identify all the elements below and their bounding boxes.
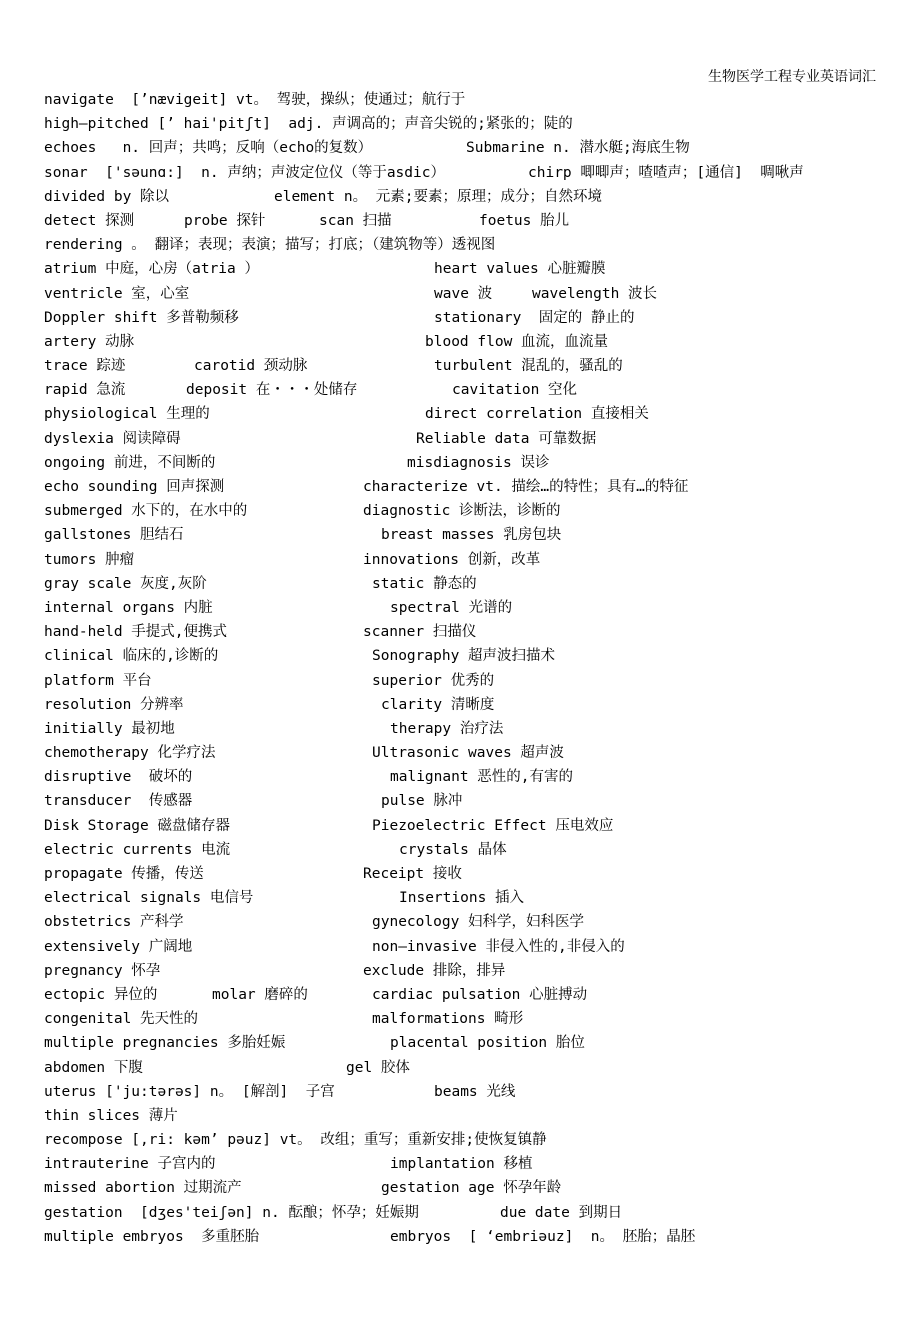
vocab-line bbox=[44, 596, 884, 620]
vocab-entry: exclude 排除，排异 bbox=[363, 962, 506, 979]
vocab-entry: uterus ['ju:tərəs] n。 [解剖] 子宫 bbox=[44, 1083, 335, 1100]
vocab-entry: navigate [’nævigeit] vt。 驾驶，操纵；使通过；航行于 bbox=[44, 92, 466, 108]
vocab-entry: breast masses 乳房包块 bbox=[381, 527, 562, 544]
vocab-entry: wave 波 bbox=[434, 285, 493, 302]
vocab-entry: clarity 清晰度 bbox=[381, 696, 495, 713]
vocab-entry: dyslexia 阅读障碍 bbox=[44, 430, 181, 447]
vocab-entry: direct correlation 直接相关 bbox=[425, 406, 649, 423]
vocab-entry: pulse 脉冲 bbox=[381, 793, 463, 810]
vocab-entry: chemotherapy 化学疗法 bbox=[44, 745, 216, 762]
vocab-line bbox=[44, 475, 884, 499]
vocab-entry: heart values 心脏瓣膜 bbox=[434, 261, 606, 278]
vocab-entry: resolution 分辨率 bbox=[44, 696, 184, 713]
vocab-line bbox=[44, 838, 884, 862]
vocab-line bbox=[44, 499, 884, 523]
vocab-entry: electric currents 电流 bbox=[44, 841, 231, 858]
vocab-line bbox=[44, 136, 884, 160]
vocab-entry: probe 探针 bbox=[184, 212, 266, 229]
vocab-entry: blood flow 血流，血流量 bbox=[425, 333, 609, 350]
vocab-line bbox=[44, 572, 884, 596]
vocab-line bbox=[44, 1152, 884, 1176]
vocab-line bbox=[44, 1201, 884, 1225]
vocab-line bbox=[44, 693, 884, 717]
vocab-entry: crystals 晶体 bbox=[399, 841, 507, 858]
vocab-line bbox=[44, 306, 884, 330]
vocab-entry: multiple pregnancies 多胎妊娠 bbox=[44, 1035, 286, 1052]
vocab-entry: embryos [ ‘embriəuz] n。 胚胎；晶胚 bbox=[390, 1228, 696, 1245]
vocab-entry: static 静态的 bbox=[372, 575, 477, 592]
vocab-line bbox=[44, 741, 884, 765]
vocab-entry: ongoing 前进，不间断的 bbox=[44, 454, 216, 471]
vocab-entry: trace 踪迹 bbox=[44, 358, 126, 375]
page-header-title: 生物医学工程专业英语词汇 bbox=[708, 69, 876, 85]
vocab-entry: cardiac pulsation 心脏搏动 bbox=[372, 986, 588, 1003]
vocab-line bbox=[44, 814, 884, 838]
vocab-entry: gestation age 怀孕年龄 bbox=[381, 1180, 562, 1197]
vocab-entry: deposit 在・・・处储存 bbox=[186, 382, 358, 399]
vocab-entry: wavelength 波长 bbox=[532, 285, 658, 302]
vocab-entry: echo sounding 回声探测 bbox=[44, 479, 225, 495]
vocab-line bbox=[44, 451, 884, 475]
vocab-line bbox=[44, 1056, 884, 1080]
vocab-line bbox=[44, 402, 884, 426]
vocab-entry: diagnostic 诊断法，诊断的 bbox=[363, 503, 561, 520]
vocab-entry: innovations 创新，改革 bbox=[363, 551, 541, 568]
vocab-line bbox=[44, 354, 884, 378]
vocab-line bbox=[44, 765, 884, 789]
vocab-entry: atrium 中庭，心房（atria ） bbox=[44, 261, 259, 278]
vocab-line bbox=[44, 88, 884, 112]
vocab-line bbox=[44, 1080, 884, 1104]
vocab-entry: internal organs 内脏 bbox=[44, 599, 213, 616]
vocab-line bbox=[44, 717, 884, 741]
vocab-entry: gallstones 胆结石 bbox=[44, 527, 184, 544]
vocab-line bbox=[44, 427, 884, 451]
vocab-entry: chirp 唧唧声；喳喳声；[通信] 啁啾声 bbox=[528, 164, 804, 181]
vocab-entry: misdiagnosis 误诊 bbox=[407, 454, 550, 471]
vocab-entry: disruptive 破坏的 bbox=[44, 769, 193, 786]
vocab-line bbox=[44, 548, 884, 572]
vocab-entry: gestation [dʒes'teiʃən] n. 酝酿；怀孕；妊娠期 bbox=[44, 1204, 419, 1221]
vocab-line bbox=[44, 669, 884, 693]
vocab-line bbox=[44, 935, 884, 959]
vocab-line bbox=[44, 1031, 884, 1055]
vocab-entry: gray scale 灰度,灰阶 bbox=[44, 575, 207, 592]
vocab-entry: abdomen 下腹 bbox=[44, 1059, 143, 1076]
vocab-entry: malignant 恶性的,有害的 bbox=[390, 769, 574, 786]
vocab-entry: Piezoelectric Effect 压电效应 bbox=[372, 817, 614, 834]
vocab-entry: Submarine n. 潜水艇;海底生物 bbox=[466, 140, 690, 157]
vocab-line bbox=[44, 523, 884, 547]
vocab-entry: physiological 生理的 bbox=[44, 406, 210, 423]
vocab-entry: high—pitched [’ hai'pitʃt] adj. 声调高的；声音尖锐的;紧张的；陡的 bbox=[44, 116, 573, 133]
vocab-entry: detect 探测 bbox=[44, 212, 135, 229]
vocab-entry: submerged 水下的，在水中的 bbox=[44, 503, 248, 520]
vocab-entry: artery 动脉 bbox=[44, 333, 135, 350]
vocab-entry: Reliable data 可靠数据 bbox=[416, 430, 597, 447]
vocab-entry: therapy 治疗法 bbox=[390, 720, 504, 737]
vocab-entry: cavitation 空化 bbox=[452, 382, 578, 399]
vocab-entry: malformations 畸形 bbox=[372, 1011, 524, 1028]
vocab-entry: recompose [,ri: kəm’ pəuz] vt。 改组；重写；重新安排;使恢复镇静 bbox=[44, 1132, 547, 1149]
vocab-entry: echoes n. 回声；共鸣；反响（echo的复数） bbox=[44, 140, 373, 157]
vocab-line bbox=[44, 959, 884, 983]
vocab-entry: clinical 临床的,诊断的 bbox=[44, 648, 219, 665]
vocab-line bbox=[44, 1176, 884, 1200]
vocab-line bbox=[44, 378, 884, 402]
vocab-entry: Doppler shift 多普勒频移 bbox=[44, 309, 239, 326]
vocab-entry: gel 胶体 bbox=[346, 1059, 410, 1076]
vocab-entry: propagate 传播，传送 bbox=[44, 866, 204, 882]
vocab-entry: extensively 广阔地 bbox=[44, 938, 193, 955]
vocab-line bbox=[44, 161, 884, 185]
vocab-entry: missed abortion 过期流产 bbox=[44, 1180, 242, 1197]
vocab-entry: scanner 扫描仪 bbox=[363, 624, 477, 641]
vocab-entry: congenital 先天性的 bbox=[44, 1011, 199, 1028]
vocab-line bbox=[44, 886, 884, 910]
vocab-entry: stationary 固定的 静止的 bbox=[434, 309, 635, 326]
vocab-entry: tumors 肿瘤 bbox=[44, 551, 135, 568]
vocab-entry: Insertions 插入 bbox=[399, 890, 525, 907]
vocab-line bbox=[44, 257, 884, 281]
vocab-entry: initially 最初地 bbox=[44, 720, 175, 737]
vocab-entry: gynecology 妇科学，妇科医学 bbox=[372, 914, 585, 931]
vocab-line bbox=[44, 862, 884, 886]
vocab-entry: Disk Storage 磁盘储存器 bbox=[44, 817, 230, 834]
vocab-line bbox=[44, 282, 884, 306]
vocab-entry: Sonography 超声波扫描术 bbox=[372, 648, 556, 665]
vocab-line bbox=[44, 620, 884, 644]
vocab-entry: implantation 移植 bbox=[390, 1156, 533, 1173]
vocab-entry: rapid 急流 bbox=[44, 382, 126, 399]
vocab-entry: obstetrics 产科学 bbox=[44, 914, 184, 931]
vocab-line bbox=[44, 209, 884, 233]
vocab-entry: placental position 胎位 bbox=[390, 1035, 585, 1052]
vocab-line bbox=[44, 1007, 884, 1031]
vocab-entry: divided by 除以 bbox=[44, 188, 170, 205]
vocab-entry: turbulent 混乱的，骚乱的 bbox=[434, 358, 623, 375]
vocab-entry: hand-held 手提式,便携式 bbox=[44, 624, 228, 641]
vocab-entry: platform 平台 bbox=[44, 672, 152, 689]
vocab-line bbox=[44, 1128, 884, 1152]
vocab-entry: beams 光线 bbox=[434, 1083, 516, 1100]
vocab-line bbox=[44, 1225, 884, 1249]
vocab-line bbox=[44, 910, 884, 934]
vocab-entry: pregnancy 怀孕 bbox=[44, 962, 161, 979]
vocab-line bbox=[44, 983, 884, 1007]
vocab-entry: electrical signals 电信号 bbox=[44, 890, 254, 907]
vocab-entry: spectral 光谱的 bbox=[390, 599, 513, 616]
vocab-entry: Ultrasonic waves 超声波 bbox=[372, 745, 564, 762]
vocab-entry: intrauterine 子宫内的 bbox=[44, 1156, 216, 1173]
vocab-entry: molar 磨碎的 bbox=[212, 986, 308, 1003]
vocab-entry: transducer 传感器 bbox=[44, 793, 193, 810]
vocab-entry: ectopic 异位的 bbox=[44, 986, 158, 1003]
vocab-entry: non—invasive 非侵入性的,非侵入的 bbox=[372, 938, 625, 955]
vocab-line bbox=[44, 644, 884, 668]
vocab-entry: Receipt 接收 bbox=[363, 866, 462, 882]
vocab-entry: characterize vt. 描绘…的特性；具有…的特征 bbox=[363, 479, 689, 495]
vocab-entry: rendering 。 翻译；表现；表演；描写；打底；（建筑物等）透视图 bbox=[44, 237, 496, 254]
vocab-line bbox=[44, 185, 884, 209]
vocab-line bbox=[44, 330, 884, 354]
vocab-entry: carotid 颈动脉 bbox=[194, 358, 308, 375]
vocabulary-list bbox=[44, 88, 884, 1249]
vocab-entry: superior 优秀的 bbox=[372, 672, 495, 689]
vocab-entry: element n。 元素;要素；原理；成分；自然环境 bbox=[274, 188, 603, 205]
vocab-line bbox=[44, 233, 884, 257]
vocab-entry: multiple embryos 多重胚胎 bbox=[44, 1228, 260, 1245]
vocab-entry: thin slices 薄片 bbox=[44, 1107, 178, 1124]
vocab-entry: scan 扫描 bbox=[319, 212, 392, 229]
vocab-entry: ventricle 室，心室 bbox=[44, 285, 190, 302]
vocab-entry: foetus 胎儿 bbox=[479, 212, 570, 229]
vocab-entry: sonar ['səunɑ:] n. 声纳；声波定位仪（等于asdic） bbox=[44, 164, 445, 181]
vocab-line bbox=[44, 789, 884, 813]
vocab-line bbox=[44, 112, 884, 136]
vocab-line bbox=[44, 1104, 884, 1128]
vocab-entry: due date 到期日 bbox=[500, 1204, 623, 1221]
